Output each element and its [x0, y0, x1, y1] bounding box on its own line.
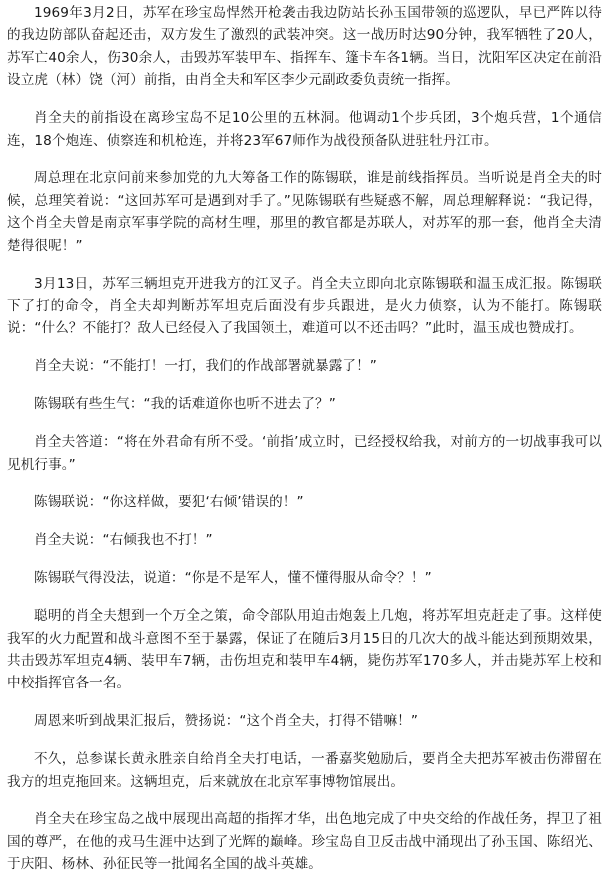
- paragraph: 周总理在北京问前来参加党的九大筹备工作的陈锡联，谁是前线指挥员。当听说是肖全夫的时候，总理笑着说：“这回苏军可是遇到对手了。”见陈锡联有些疑惑不解，周总理解释说：“我记得，这个肖全夫曾是南京军事学院的高材生哩，那里的教官都是苏联人，对苏军的那一套，他肖全夫清楚得很呢！”: [7, 170, 602, 254]
- paragraph: 陈锡联气得没法，说道：“你是不是军人，懂不懂得服从命令？！”: [34, 570, 432, 587]
- paragraph: 不久，总参谋长黄永胜亲自给肖全夫打电话，一番嘉奖勉励后，要肖全夫把苏军被击伤滞留在我方的坦克拖回来。这辆坦克，后来就放在北京军事博物馆展出。: [7, 751, 602, 790]
- paragraph: 陈锡联说：“你这样做，要犯‘右倾’错误的！”: [34, 494, 304, 511]
- paragraph: 周恩来听到战果汇报后，赞扬说：“这个肖全夫，打得不错嘛！”: [34, 713, 419, 730]
- paragraph: 肖全夫的前指设在离珍宝岛不足10公里的五林洞。他调动1个步兵团，3个炮兵营，1个通信连，18个炮连、侦察连和机枪连，并将23军67师作为战役预备队进驻牡丹江市。: [7, 110, 602, 149]
- paragraph: 聪明的肖全夫想到一个万全之策，命令部队用迫击炮轰上几炮，将苏军坦克赶走了事。这样使我军的火力配置和战斗意图不至于暴露，保证了在随后3月15日的几次大的战斗能达到预期效果，共击毁苏军坦克4辆、装甲车7辆，击伤坦克和装甲车4辆，毙伤苏军170多人，并击毙苏军上校和中校指挥官各一名。: [7, 608, 602, 692]
- paragraph: 肖全夫在珍宝岛之战中展现出高超的指挥才华，出色地完成了中央交给的作战任务，捍卫了祖国的尊严，在他的戎马生涯中达到了光辉的巅峰。珍宝岛自卫反击战中涌现出了孙玉国、陈绍光、于庆阳、杨林、孙征民等一批闻名全国的战斗英雄。: [7, 811, 602, 873]
- paragraph: 陈锡联有些生气：“我的话难道你也听不进去了？”: [34, 396, 336, 413]
- paragraph: 肖全夫答道：“将在外君命有所不受。‘前指’成立时，已经授权给我，对前方的一切战事我可以见机行事。”: [7, 434, 602, 473]
- paragraph: 肖全夫说：“不能打！一打，我们的作战部署就暴露了！”: [34, 358, 377, 375]
- paragraph: 3月13日，苏军三辆坦克开进我方的江叉子。肖全夫立即向北京陈锡联和温玉成汇报。陈锡联下了打的命令，肖全夫却判断苏军坦克后面没有步兵跟进，是火力侦察，认为不能打。陈锡联说：“什么？不能打？敌人已经侵入了我国领土，难道可以不还击吗？”此时，温玉成也赞成打。: [7, 275, 602, 337]
- paragraph: 肖全夫说：“右倾我也不打！”: [34, 532, 213, 549]
- paragraph: 1969年3月2日，苏军在珍宝岛悍然开枪袭击我边防站长孙玉国带领的巡逻队，早已严阵以待的我边防部队奋起还击，双方发生了激烈的武装冲突。这一战历时达90分钟，我军牺牲了20人，苏军亡40余人，伤30余人，击毁苏军装甲车、指挥车、篷卡车各1辆。当日，沈阳军区决定在前沿设立虎（林）饶（河）前指，由肖全夫和军区李少元副政委负责统一指挥。: [7, 5, 602, 89]
